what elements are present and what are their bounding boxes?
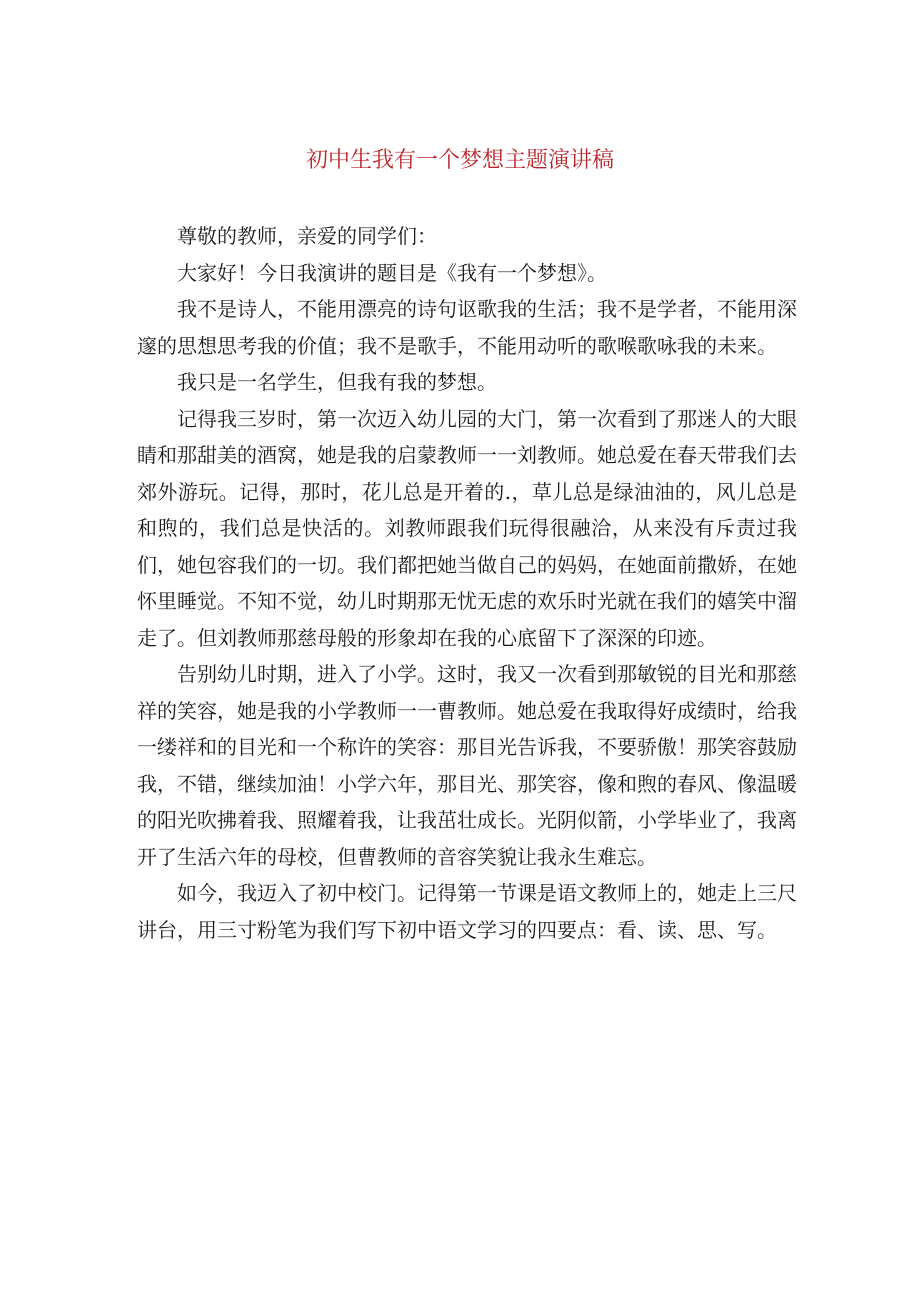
- paragraph-intro: 我不是诗人，不能用漂亮的诗句讴歌我的生活；我不是学者，不能用深邃的思想思考我的价值；我不是歌手，不能用动听的歌喉歌咏我的未来。: [137, 297, 797, 358]
- paragraph-kindergarten: 记得我三岁时，第一次迈入幼儿园的大门，第一次看到了那迷人的大眼睛和那甜美的酒窝，她是我的启蒙教师一一刘教师。她总爱在春天带我们去郊外游玩。记得，那时，花儿总是开着的.，草儿总是绿油油的，风儿总是和煦的，我们总是快活的。刘教师跟我们玩得很融洽，从来没有斥责过我们，她包容我们的一切。我们都把她当做自己的妈妈，在她面前撒娇，在她怀里睡觉。不知不觉，幼儿时期那无忧无虑的欢乐时光就在我们的嬉笑中溜走了。但刘教师那慈母般的形象却在我的心底留下了深深的印迹。: [137, 406, 797, 650]
- paragraph-greeting: 大家好！今日我演讲的题目是《我有一个梦想》。: [177, 260, 607, 285]
- paragraph-salutation: 尊敬的教师，亲爱的同学们：: [177, 224, 437, 248]
- paragraph-primary-school: 告别幼儿时期，进入了小学。这时，我又一次看到那敏锐的目光和那慈祥的笑容，她是我的小学教师一一曹教师。她总爱在我取得好成绩时，给我一缕祥和的目光和一个称许的笑容：那目光告诉我，不要骄傲！那笑容鼓励我，不错，继续加油！小学六年，那目光、那笑容，像和煦的春风、像温暖的阳光吹拂着我、照耀着我，让我茁壮成长。光阴似箭，小学毕业了，我离开了生活六年的母校，但曹教师的音容笑貌让我永生难忘。: [137, 662, 797, 869]
- document-body: [137, 218, 797, 948]
- paragraph-dream: 我只是一名学生，但我有我的梦想。: [177, 370, 497, 394]
- paragraph-middle-school: 如今，我迈入了初中校门。记得第一节课是语文教师上的，她走上三尺讲台，用三寸粉笔为我们写下初中语文学习的四要点：看、读、思、写。: [137, 881, 797, 942]
- document-title: 初中生我有一个梦想主题演讲稿: [305, 148, 614, 173]
